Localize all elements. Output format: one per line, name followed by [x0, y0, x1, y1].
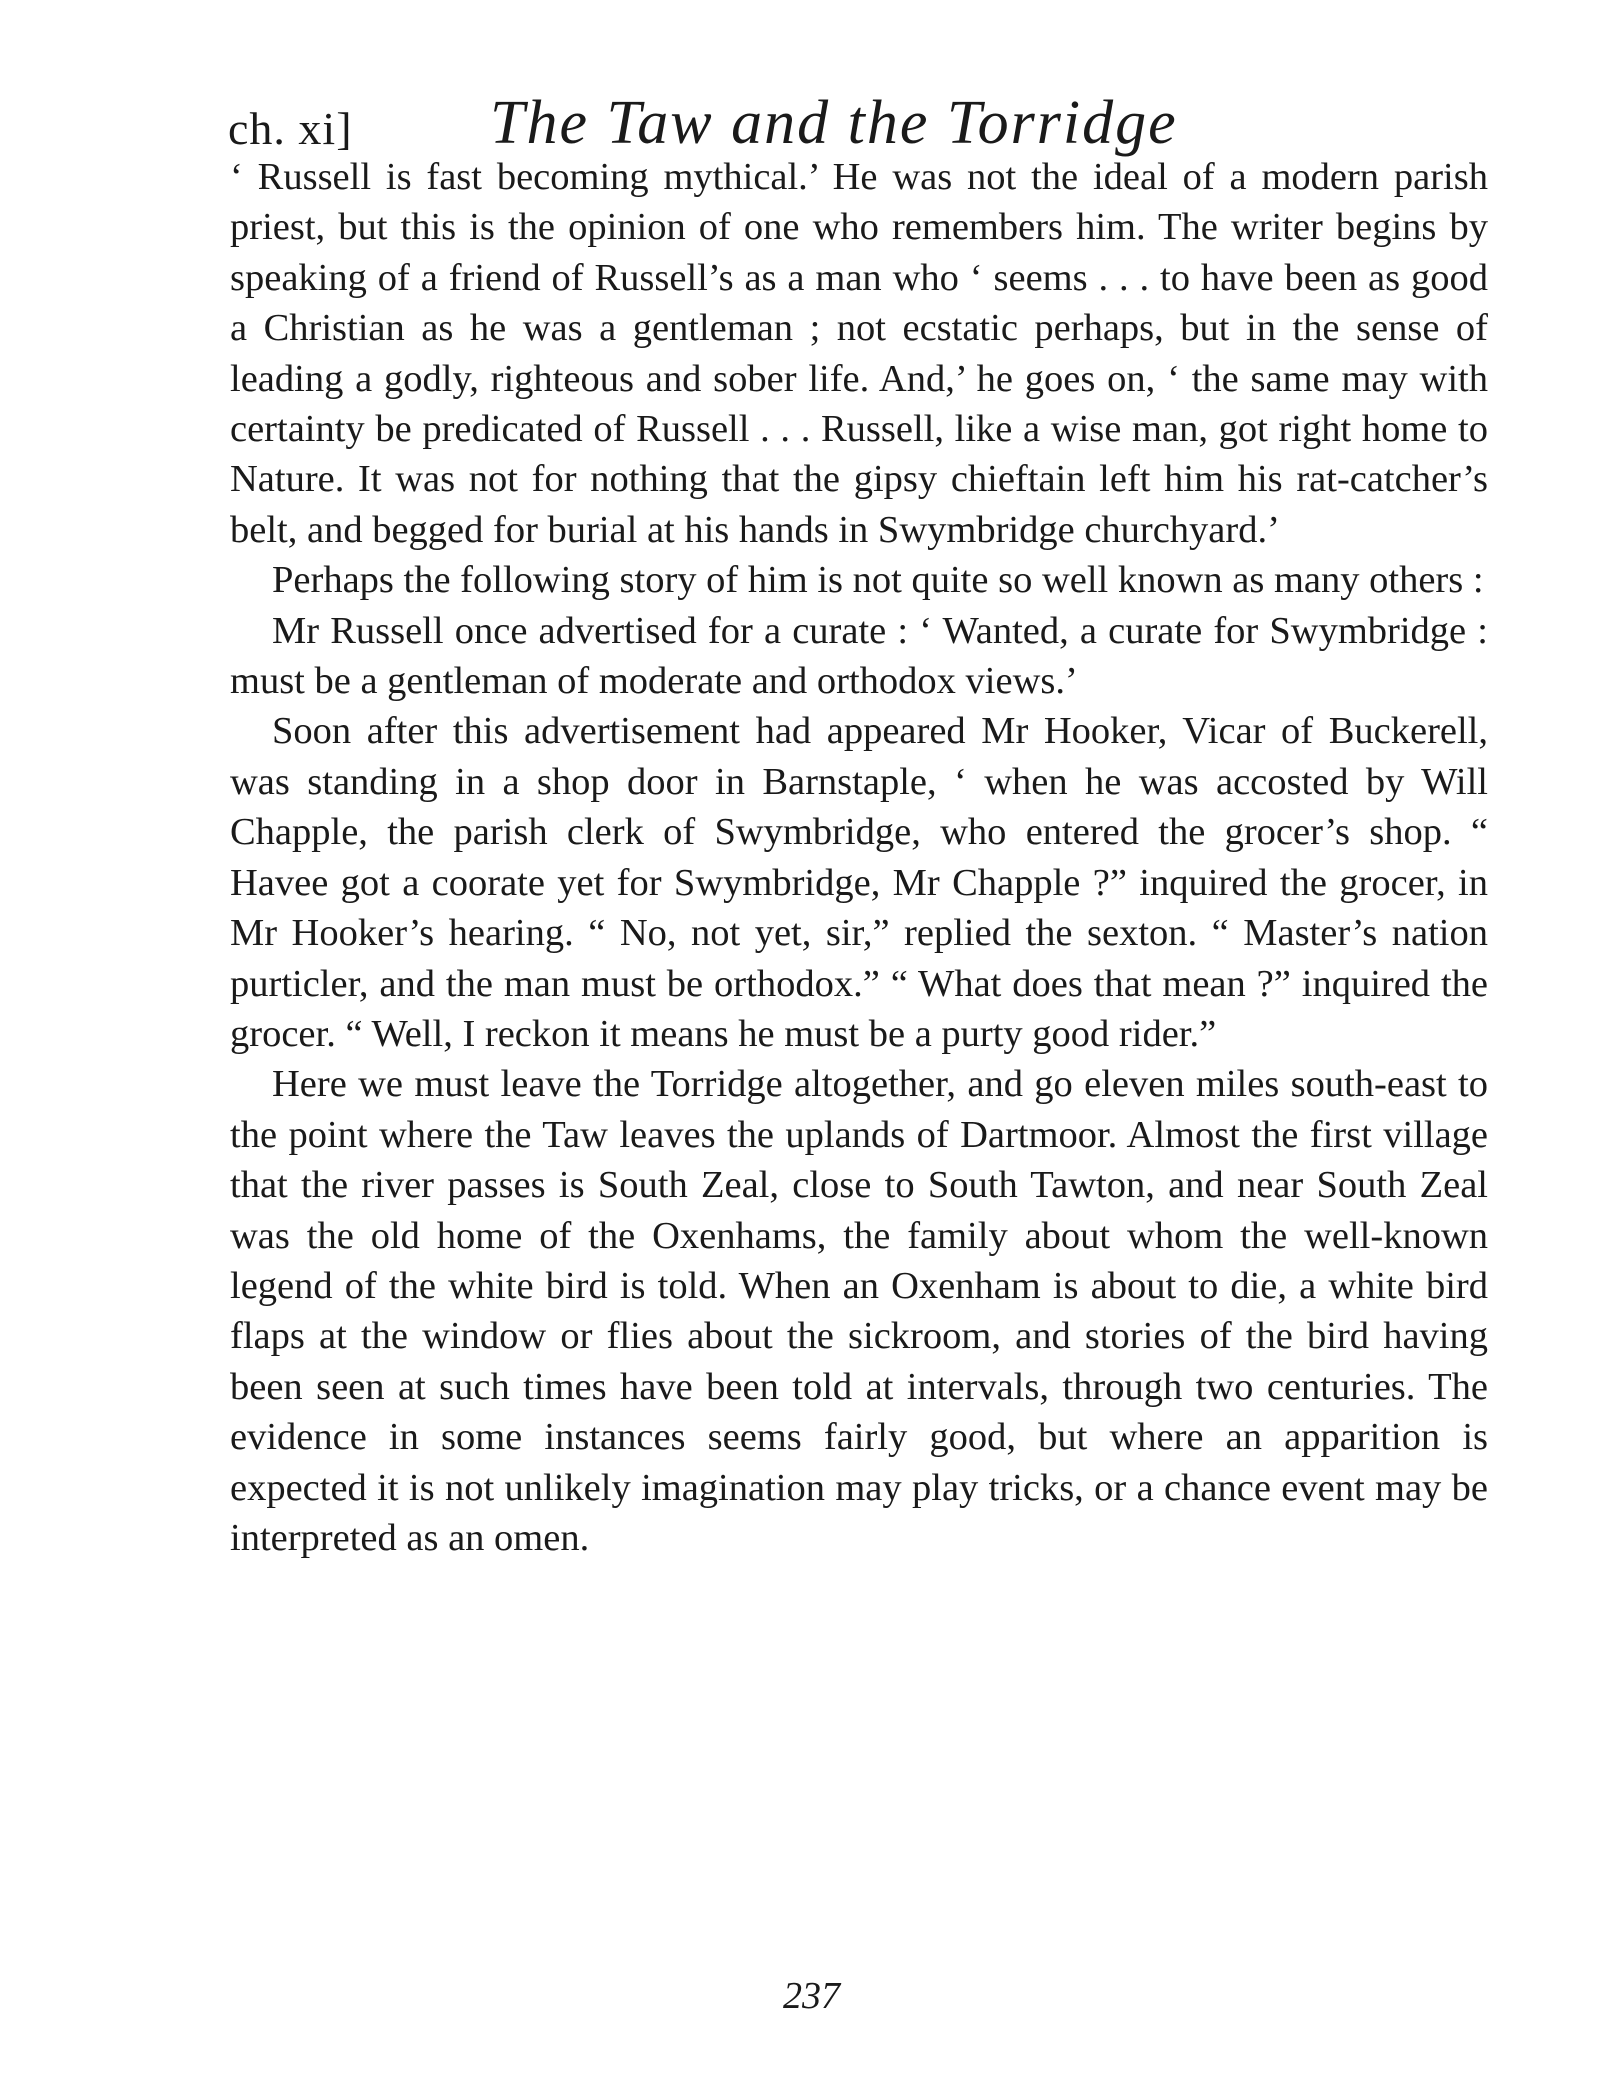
paragraph-4: Soon after this advertisement had appeared Mr Hooker, Vicar of Buckerell, was standing in a shop door in Barnstaple, ‘ when he was accosted by Will Chapple, the parish clerk of Swymbridge, who entered the grocer’s shop. “ Havee got a coorate yet for Swymbridge, Mr Chapple ?” inquired the grocer, in Mr Hooker’s hearing. “ No, not yet, sir,” replied the sexton. “ Master’s nation purticler, and the man must be orthodox.” “ What does that mean ?” inquired the grocer. “ Well, I reckon it means he must be a purty good rider.”	[230, 710, 1488, 1055]
paragraph-5: Here we must leave the Torridge altogether, and go eleven miles south-east to the point where the Taw leaves the uplands of Dartmoor. Almost the first village that the river passes is South Zeal, close to South Tawton, and near South Zeal was the old home of the Oxenhams, the family about whom the well-known legend of the white bird is told. When an Oxenham is about to die, a white bird flaps at the window or flies about the sickroom, and stories of the bird having been seen at such times have been told at intervals, through two centuries. The evidence in some instances seems fairly good, but where an apparition is expected it is not unlikely imagination may play tricks, or a chance event may be interpreted as an omen.	[230, 1063, 1488, 1559]
page-number: 237	[783, 1975, 840, 2017]
paragraph-2: Perhaps the following story of him is not quite so well known as many others :	[272, 559, 1484, 602]
body-text	[230, 152, 1488, 1563]
running-title: The Taw and the Torridge	[490, 89, 1178, 157]
chapter-marker: ch. xi]	[228, 103, 353, 154]
paragraph-3: Mr Russell once advertised for a curate : ‘ Wanted, a curate for Swymbridge : must be a gentleman of moderate and orthodox views.’	[230, 609, 1488, 703]
paragraph-1: ‘ Russell is fast becoming mythical.’ He was not the ideal of a modern parish priest, but this is the opinion of one who remembers him. The writer begins by speaking of a friend of Russell’s as a man who ‘ seems . . . to have been as good a Christian as he was a gentleman ; not ecstatic perhaps, but in the sense of leading a godly, righteous and sober life. And,’ he goes on, ‘ the same may with certainty be predicated of Russell . . . Russell, like a wise man, got right home to Nature. It was not for nothing that the gipsy chieftain left him his rat-catcher’s belt, and begged for burial at his hands in Swymbridge churchyard.’	[230, 156, 1488, 551]
